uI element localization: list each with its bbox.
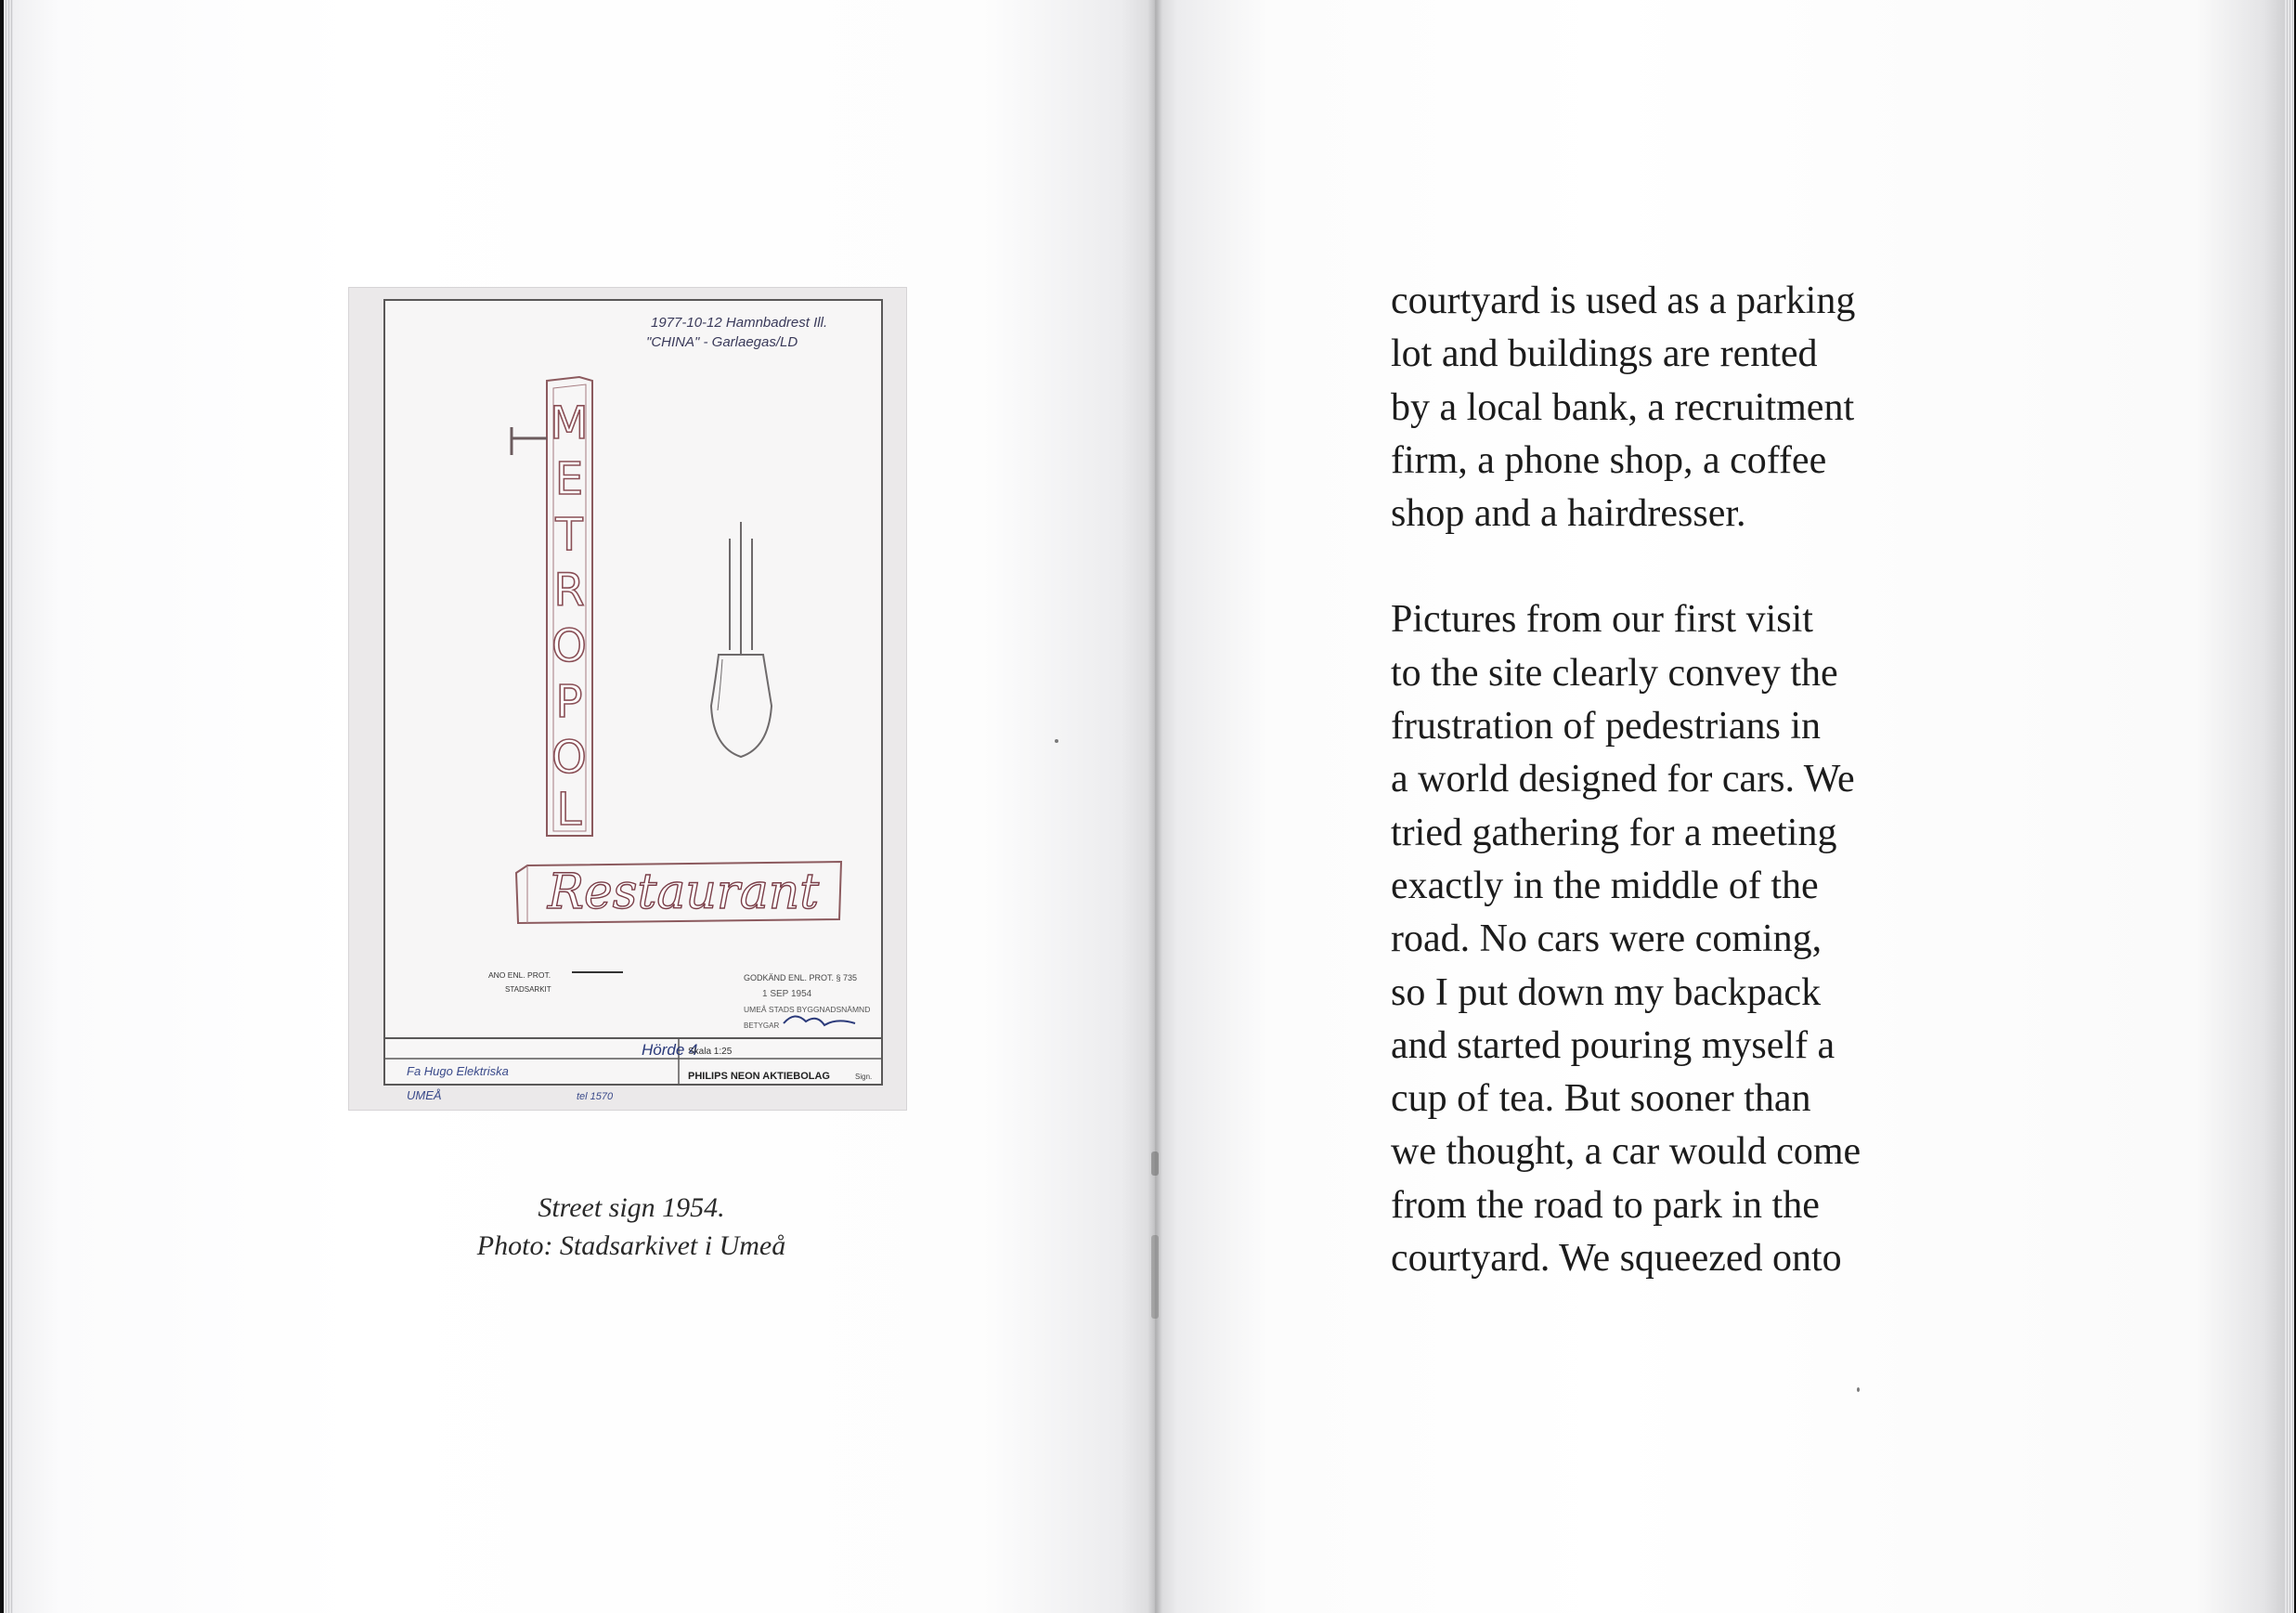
stamp-left-2: STADSARKIT — [505, 985, 551, 994]
sign-letter: L — [556, 784, 582, 836]
signature-note: Hörde 4 — [642, 1041, 698, 1059]
text-line: so I put down my backpack — [1391, 970, 1822, 1014]
text-line: lot and buildings are rented — [1391, 332, 1818, 376]
sign-letter: O — [551, 732, 587, 784]
text-line: we thought, a car would come — [1391, 1130, 1861, 1174]
stamp-godkand: GODKÄND ENL. PROT. § 735 — [744, 973, 858, 982]
body-text — [1391, 275, 1957, 1338]
sign-letter: R — [553, 565, 585, 617]
text-line: cup of tea. But sooner than — [1391, 1077, 1811, 1121]
titleblock-corner: Sign. — [855, 1073, 873, 1081]
handwritten-note-1: 1977-10-12 Hamnbadrest Ill. — [651, 315, 828, 331]
text-line: firm, a phone shop, a coffee — [1391, 438, 1827, 482]
stamp-date: 1 SEP 1954 — [762, 989, 812, 999]
page-stack-edge-right — [2285, 0, 2294, 1613]
sign-letter: O — [551, 620, 587, 672]
left-page — [13, 0, 1155, 1613]
sign-letter: T — [555, 509, 583, 561]
titleblock-left-2: UMEÅ — [407, 1088, 442, 1102]
stamp-office: UMEÅ STADS BYGGNADSNÄMND — [744, 1005, 871, 1014]
text-line: to the site clearly convey the — [1391, 651, 1838, 695]
text-line: and started pouring myself a — [1391, 1023, 1836, 1067]
binding-thread-mark — [1151, 1235, 1159, 1319]
titleblock-scale: Skala 1:25 — [688, 1047, 733, 1057]
text-line: courtyard is used as a parking — [1391, 280, 1856, 322]
text-line: road. No cars were coming, — [1391, 917, 1823, 961]
titleblock-left-1: Fa Hugo Elektriska — [407, 1064, 509, 1078]
caption-line: Street sign 1954. — [538, 1192, 725, 1223]
stamp-left: ANO ENL. PROT. — [488, 970, 551, 980]
text-line: shop and a hairdresser. — [1391, 492, 1746, 536]
handwritten-note-2: "CHINA" - Garlaegas/LD — [646, 334, 798, 350]
page-stack-edge-left — [4, 0, 13, 1613]
text-line: Pictures from our first visit — [1391, 598, 1813, 642]
text-line: exactly in the middle of the — [1391, 864, 1819, 907]
text-line: a world designed for cars. We — [1391, 758, 1855, 801]
text-line: tried gathering for a meeting — [1391, 811, 1837, 854]
figure-caption — [371, 1189, 891, 1265]
text-line: frustration of pedestrians in — [1391, 705, 1822, 748]
sign-letter: P — [555, 676, 583, 728]
street-sign-drawing — [348, 287, 907, 1111]
sign-letter: E — [554, 453, 584, 505]
caption-line: Photo: Stadsarkivet i Umeå — [476, 1230, 786, 1261]
text-line: courtyard. We squeezed onto — [1391, 1237, 1842, 1281]
text-line: by a local bank, a recruitment — [1391, 385, 1855, 429]
titleblock-company: PHILIPS NEON AKTIEBOLAG — [688, 1071, 830, 1082]
sign-letter: M — [550, 397, 589, 449]
titleblock-left-3: tel 1570 — [577, 1091, 614, 1102]
text-line: from the road to park in the — [1391, 1183, 1820, 1227]
sign-restaurant-script: Restaurant — [547, 865, 820, 920]
right-page — [1155, 0, 2287, 1613]
paper-speck — [1055, 739, 1058, 743]
paragraph — [1391, 275, 1957, 540]
book-gutter — [1148, 0, 1162, 1613]
stamp-betygar: BETYGAR — [744, 1021, 780, 1030]
paragraph — [1391, 593, 1957, 1285]
paper-speck — [1857, 1387, 1860, 1392]
binding-thread-mark — [1151, 1151, 1159, 1176]
